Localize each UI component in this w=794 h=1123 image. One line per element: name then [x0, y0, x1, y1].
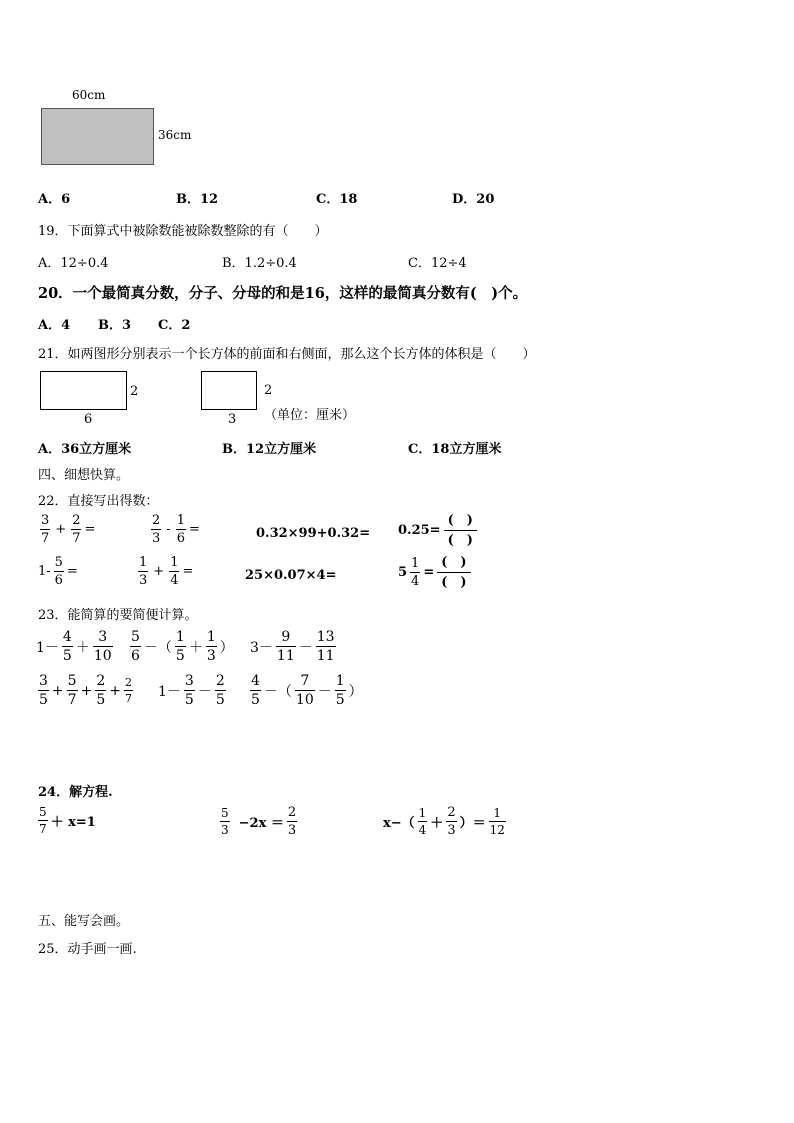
q22-expr-7: 25×0.07×4= [245, 568, 337, 583]
section-4-heading: 四、细想快算。 [38, 468, 130, 483]
q20-option-c[interactable]: C．2 [158, 318, 191, 333]
q19-option-b[interactable]: B．1.2÷0.4 [222, 256, 297, 271]
shaded-rectangle [41, 108, 154, 165]
q18-option-b[interactable]: B．12 [176, 192, 219, 207]
q22-expr-2: $\frac{2}{3}$ - $\frac{1}{6}$ = [152, 513, 200, 546]
q24-stem: 24．解方程. [38, 785, 113, 800]
q22-expr-4: 0.25= ( ) ( ) [398, 514, 477, 547]
q24-equation-3: x−（ $\frac{1}{4}$ ＋ $\frac{2}{3}$ ）＝ $\frac{1}{12}$ [383, 805, 505, 838]
q23-expr-5: 1－ $\frac{3}{5}$ － $\frac{2}{5}$ [158, 673, 225, 708]
q19-option-c[interactable]: C．12÷4 [408, 256, 467, 271]
section-5-heading: 五、能写会画。 [38, 914, 130, 929]
q23-stem: 23．能简算的要简便计算。 [38, 608, 198, 623]
q20-option-b[interactable]: B．3 [98, 318, 132, 333]
front-width-label: 6 [84, 412, 93, 427]
side-width-label: 3 [228, 412, 237, 427]
q23-expr-4: $\frac{3}{5}$ + $\frac{5}{7}$ + $\frac{2}{5}$ + $\frac{2}{7}$ [39, 673, 132, 708]
unit-label: （单位：厘米） [264, 408, 356, 423]
q20-stem: 20．一个最简真分数，分子、分母的和是16，这样的最简真分数有( )个。 [38, 285, 528, 302]
front-height-label: 2 [130, 384, 139, 399]
front-face-rect [40, 371, 127, 410]
q21-option-b[interactable]: B．12立方厘米 [222, 442, 317, 457]
q22-expr-5: 1- $\frac{5}{6}$ = [38, 555, 78, 588]
q21-stem: 21．如两图形分别表示一个长方体的前面和右侧面，那么这个长方体的体积是（ ） [38, 347, 536, 362]
rect-width-label: 60cm [72, 88, 106, 102]
q23-expr-6: $\frac{4}{5}$ －（ $\frac{7}{10}$ － $\frac{1}{5}$ ） [251, 673, 363, 708]
q23-expr-1: 1－ $\frac{4}{5}$ ＋ $\frac{3}{10}$ [36, 629, 112, 664]
q19-option-a[interactable]: A．12÷0.4 [38, 256, 109, 271]
side-height-label: 2 [264, 383, 273, 398]
q22-expr-3: 0.32×99+0.32= [256, 526, 371, 541]
q19-stem: 19．下面算式中被除数能被除数整除的有（ ） [38, 224, 328, 239]
q21-option-a[interactable]: A．36立方厘米 [38, 442, 132, 457]
q18-option-a[interactable]: A．6 [38, 192, 71, 207]
q22-expr-1: $\frac{3}{7}$ + $\frac{2}{7}$ = [41, 513, 96, 546]
q18-option-d[interactable]: D．20 [452, 192, 495, 207]
q20-option-a[interactable]: A．4 [38, 318, 71, 333]
q21-option-c[interactable]: C．18立方厘米 [408, 442, 502, 457]
q22-stem: 22．直接写出得数： [38, 494, 159, 509]
q22-expr-8: 5 $\frac{1}{4}$ = ( ) ( ) [398, 556, 471, 589]
q23-expr-3: 3－ $\frac{9}{11}$ － $\frac{13}{11}$ [250, 629, 335, 664]
q23-expr-2: $\frac{5}{6}$ －（ $\frac{1}{5}$ ＋ $\frac{1}{3}$ ） [131, 629, 234, 664]
side-face-rect [201, 371, 257, 410]
q22-expr-6: $\frac{1}{3}$ + $\frac{1}{4}$ = [139, 555, 194, 588]
rect-height-label: 36cm [158, 128, 192, 142]
q24-equation-2: $\frac{5}{3}$ −2x ＝ $\frac{2}{3}$ [221, 805, 297, 838]
q25-stem: 25．动手画一画. [38, 942, 137, 957]
q24-equation-1: $\frac{5}{7}$ ＋ x=1 [39, 805, 96, 836]
q18-option-c[interactable]: C．18 [316, 192, 358, 207]
